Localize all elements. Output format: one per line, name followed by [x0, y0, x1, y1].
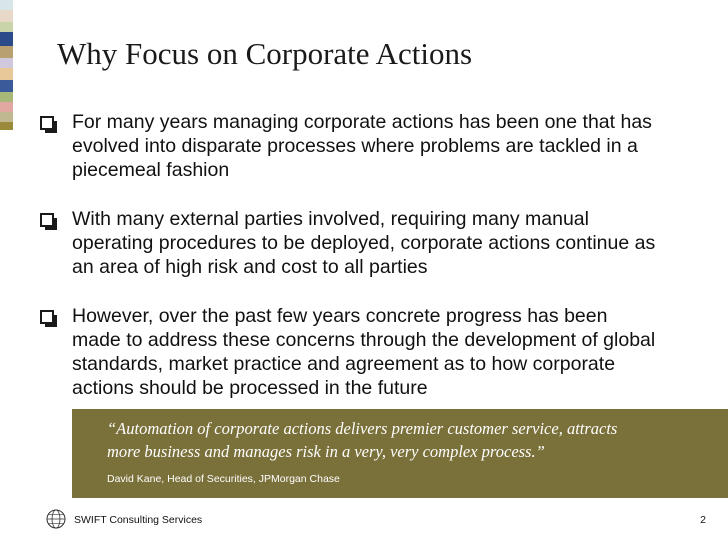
- slide-title: Why Focus on Corporate Actions: [57, 36, 473, 71]
- quote-text-line: “Automation of corporate actions delivers premier customer service, attracts: [107, 419, 618, 438]
- color-swatch: [0, 22, 13, 32]
- color-swatch: [0, 10, 13, 22]
- bullet-text-line: an area of high risk and cost to all parties: [72, 256, 428, 278]
- bullet-text-line: actions should be processed in the future: [72, 377, 428, 399]
- color-swatch-strip: [0, 0, 13, 130]
- color-swatch: [0, 0, 13, 10]
- page-number: 2: [700, 514, 706, 526]
- color-swatch: [0, 68, 13, 80]
- bullet-text-line: evolved into disparate processes where problems are tackled in a: [72, 135, 638, 157]
- color-swatch: [0, 122, 13, 130]
- footer-company: SWIFT Consulting Services: [74, 514, 203, 526]
- quote-text-line: more business and manages risk in a very, very complex process.”: [107, 442, 545, 461]
- bullet-text-line: made to address these concerns through the development of global: [72, 329, 656, 351]
- color-swatch: [0, 46, 13, 58]
- checkbox-bullet-icon: [40, 310, 54, 324]
- quote-box: [72, 409, 728, 498]
- color-swatch: [0, 92, 13, 102]
- color-swatch: [0, 32, 13, 46]
- bullet-text-line: With many external parties involved, requiring many manual: [72, 208, 589, 230]
- checkbox-bullet-icon: [40, 213, 54, 227]
- bullet-text-line: piecemeal fashion: [72, 159, 230, 181]
- color-swatch: [0, 112, 13, 122]
- color-swatch: [0, 80, 13, 92]
- quote-attribution: David Kane, Head of Securities, JPMorgan Chase: [107, 473, 340, 485]
- bullet-text-line: operating procedures to be deployed, corporate actions continue as: [72, 232, 656, 254]
- swift-globe-icon: [46, 509, 66, 529]
- color-swatch: [0, 58, 13, 68]
- bullet-text-line: For many years managing corporate actions has been one that has: [72, 111, 652, 133]
- color-swatch: [0, 102, 13, 112]
- bullet-text-line: standards, market practice and agreement as to how corporate: [72, 353, 616, 375]
- bullet-text-line: However, over the past few years concrete progress has been: [72, 305, 608, 327]
- checkbox-bullet-icon: [40, 116, 54, 130]
